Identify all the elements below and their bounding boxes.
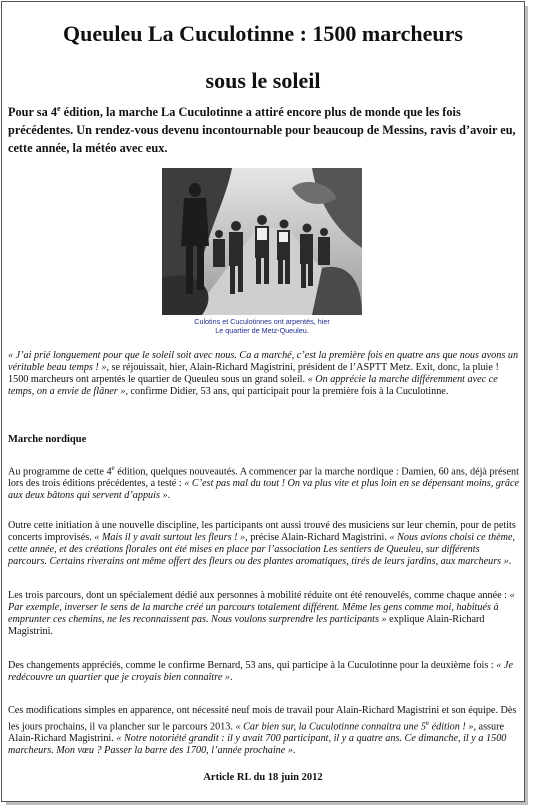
photo-caption xyxy=(147,317,377,335)
caption-line-1: Culotins et Cuculotinnes ont arpentés, hier xyxy=(194,317,330,326)
quote: « Par exemple, inverser le sens de la marche créé un parcours totalement différent. Même les gens comme moi, habitués à emprunter ces chemins, ne les reconnaissent pas. Nous voulons surprendre les participants » xyxy=(8,590,515,625)
paragraph-2 xyxy=(8,462,520,502)
quote: « Mais il y avait surtout les fleurs ! » xyxy=(94,532,246,543)
text: . xyxy=(508,556,512,567)
lead-text-b: édition, la marche La Cuculotinne a attiré encore plus de monde que les fois précédentes. Un rendez-vous devenu incontournable pour beaucoup de Messins, ravis d’avoir eu, cette année, la météo avec eux. xyxy=(8,105,516,156)
text: . xyxy=(292,745,296,757)
quote: « On apprécie la marche différemment avec ce temps, on a envie de flâner » xyxy=(8,374,498,397)
paragraph-5 xyxy=(8,660,520,684)
quote: « Je redécouvre un quartier que je croyais bien connaître » xyxy=(8,660,513,683)
text: . xyxy=(230,672,233,683)
quote: « Notre notoriété grandit : il y avait 700 participant, il y a quatre ans. Ce dimanche, il y a 1500 marcheurs. Mon vœu ? Passer la barre des 1700, l’année prochaine » xyxy=(8,733,507,757)
article-title xyxy=(2,10,524,104)
quote: édition ! » xyxy=(429,721,474,733)
lead-sup: e xyxy=(56,104,61,113)
title-line-1: Queuleu La Cuculotinne : 1500 marcheurs xyxy=(63,21,463,46)
quote: « C’est pas mal du tout ! On va plus vite et plus loin en se dépensant moins, grâce aux deux bâtons qui servent d’appuis » xyxy=(8,478,519,502)
section-heading: Marche nordique xyxy=(8,434,87,445)
article-page xyxy=(1,1,525,802)
paragraph-6 xyxy=(8,705,520,757)
title-line-2: sous le soleil xyxy=(205,68,321,93)
text: Les trois parcours, dont un spécialement dédié aux personnes à mobilité réduite ont été renouvelés, comme chaque année : xyxy=(8,590,510,601)
sup: e xyxy=(111,464,115,472)
text: explique Alain-Richard Magistrini. xyxy=(8,614,485,637)
lead-paragraph xyxy=(8,100,516,157)
caption-line-2: Le quartier de Metz-Queuleu. xyxy=(215,326,309,335)
text: , assure Alain-Richard Magistrini. xyxy=(8,721,505,745)
text: Des changements appréciés, comme le confirme Bernard, 53 ans, qui participe à la Cuculotinne pour la deuxième fois : xyxy=(8,660,497,671)
sup: e xyxy=(425,719,430,727)
lead-text-a: Pour sa 4 xyxy=(8,105,57,120)
quote: « J’ai prié longuement pour que le soleil soit avec nous. Ca a marché, c’est la première fois en quatre ans que nous avons un véritable beau temps ! » xyxy=(8,350,519,373)
text: Outre cette initiation à une nouvelle discipline, les participants ont aussi trouvé des musiciens sur leur chemin, pour de petits concerts improvisés. xyxy=(8,520,516,543)
quote: « Car bien sur, la Cuculotinne connaitra une 5 xyxy=(235,721,426,733)
paragraph-3 xyxy=(8,520,520,568)
article-source: Article RL du 18 juin 2012 xyxy=(203,772,323,783)
text: , confirme Didier, 53 ans, qui participait pour la première fois à la Cuculotinne. xyxy=(125,386,449,397)
article-photo xyxy=(162,168,362,315)
paragraph-4 xyxy=(8,590,520,638)
text: Ces modifications simples en apparence, ont nécessité neuf mois de travail pour Alain-Richard Magistrini et son équipe. Dès les jours prochains, il va plancher sur le parcours 2013. xyxy=(8,705,517,733)
paragraph-1 xyxy=(8,350,520,398)
text: , se réjouissait, hier, Alain-Richard Magistrini, président de l’ASPTT Metz. Exit, donc, la pluie ! 1500 marcheurs ont arpentés le quartier de Queuleu sous un grand soleil. xyxy=(8,362,499,385)
text: . xyxy=(167,490,171,502)
quote: « Nous avions choisi ce thème, cette année, et des créations florales ont été mises en place par l’association Les sentiers de Queuleu, sur différents parcours. Certains riverains ont même offert des fleurs ou des plantes aromatiques, tirés de leurs jardins, aux marcheurs » xyxy=(8,532,516,567)
text: édition, quelques nouveautés. A commencer par la marche nordique : Damien, 60 ans, déjà présent lors des trois éditions précédentes, a testé : xyxy=(8,466,519,490)
text: Au programme de cette 4 xyxy=(8,466,112,478)
text: , précise Alain-Richard Magistrini. xyxy=(245,532,390,543)
